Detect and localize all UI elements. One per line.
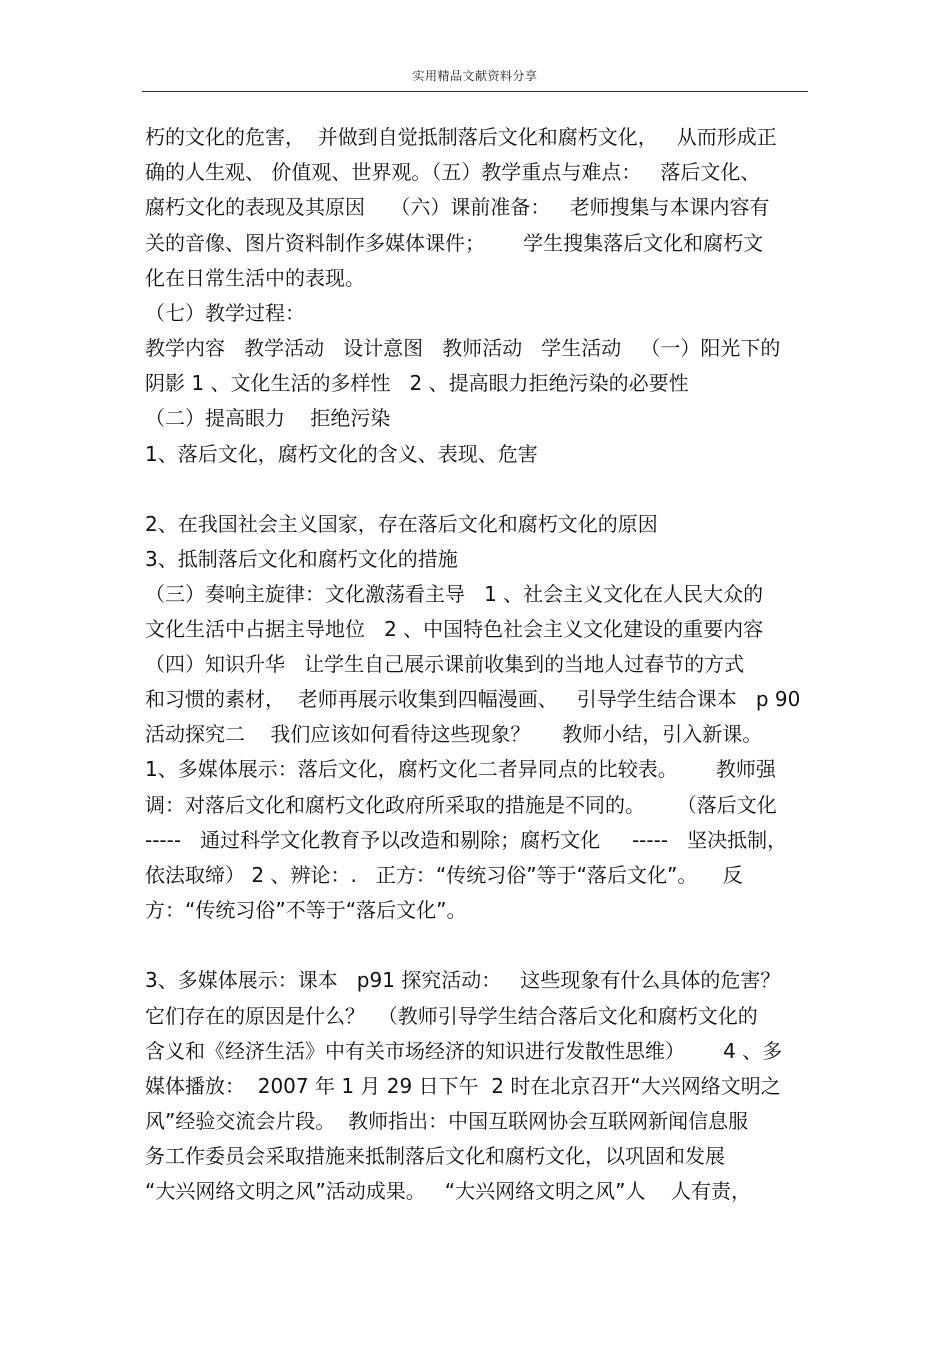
text-line: 3、多媒体展示：课本 p91 探究活动： 这些现象有什么具体的危害？ — [145, 968, 781, 992]
text-line: 腐朽文化的表现及其原因 （六）课前准备： 老师搜集与本课内容有 — [145, 195, 770, 219]
text-line: 调：对落后文化和腐朽文化政府所采取的措施是不同的。 （落后文化 — [145, 793, 777, 817]
text-line: 化在日常生活中的表现。 — [145, 266, 365, 290]
header-divider — [142, 91, 808, 92]
text-line: 含义和《经济生活》中有关市场经济的知识进行发散性思维） 4 、多 — [145, 1039, 783, 1063]
text-line: 阴影 1 、文化生活的多样性 2 、提高眼力拒绝污染的必要性 — [145, 371, 689, 395]
text-line: 1、落后文化，腐朽文化的含义、表现、危害 — [145, 442, 538, 466]
text-line: ----- 通过科学文化教育予以改造和剔除；腐朽文化 ----- 坚决抵制， — [145, 828, 788, 852]
text-line: （二）提高眼力 拒绝污染 — [145, 406, 391, 430]
text-line: 关的音像、图片资料制作多媒体课件； 学生搜集落后文化和腐朽文 — [145, 231, 764, 255]
text-line: 媒体播放： 2007 年 1 月 29 日下午 2 时在北京召开“大兴网络文明之 — [145, 1074, 781, 1098]
text-line: 3、抵制落后文化和腐朽文化的措施 — [145, 547, 458, 571]
text-line: （三）奏响主旋律：文化激荡看主导 1 、社会主义文化在人民大众的 — [145, 582, 764, 606]
text-line: 活动探究二 我们应该如何看待这些现象？ 教师小结，引入新课。 — [145, 722, 763, 746]
text-line: 方：“传统习俗”不等于“落后文化”。 — [145, 898, 467, 922]
page-header-title: 实用精品文献资料分享 — [412, 69, 538, 83]
text-line: 务工作委员会采取措施来抵制落后文化和腐朽文化，以巩固和发展 — [145, 1144, 725, 1168]
text-line: 教学内容 教学活动 设计意图 教师活动 学生活动 （一）阳光下的 — [145, 336, 781, 360]
text-line: 风”经验交流会片段。 教师指出：中国互联网协会互联网新闻信息服 — [145, 1109, 749, 1133]
text-line: 朽的文化的危害， 并做到自觉抵制落后文化和腐朽文化， 从而形成正 — [145, 125, 777, 149]
text-line: （七）教学过程： — [145, 301, 305, 325]
text-line: 依法取缔） 2 、辨论：. 正方：“传统习俗”等于“落后文化”。 反 — [145, 863, 743, 887]
text-line: 1、多媒体展示：落后文化，腐朽文化二者异同点的比较表。 教师强 — [145, 757, 776, 781]
text-line: 和习惯的素材， 老师再展示收集到四幅漫画、 引导学生结合课本 p 90 — [145, 687, 801, 711]
text-line: “大兴网络文明之风”活动成果。 “大兴网络文明之风”人 人有责， — [145, 1179, 751, 1203]
text-line: 2、在我国社会主义国家，存在落后文化和腐朽文化的原因 — [145, 512, 658, 536]
text-line: 确的人生观、 价值观、世界观。（五）教学重点与难点： 落后文化、 — [145, 160, 761, 184]
text-line: 它们存在的原因是什么？ （教师引导学生结合落后文化和腐朽文化的 — [145, 1004, 758, 1028]
text-line: 文化生活中占据主导地位 2 、中国特色社会主义文化建设的重要内容 — [145, 617, 764, 641]
text-line: （四）知识升华 让学生自己展示课前收集到的当地人过春节的方式 — [145, 652, 745, 676]
